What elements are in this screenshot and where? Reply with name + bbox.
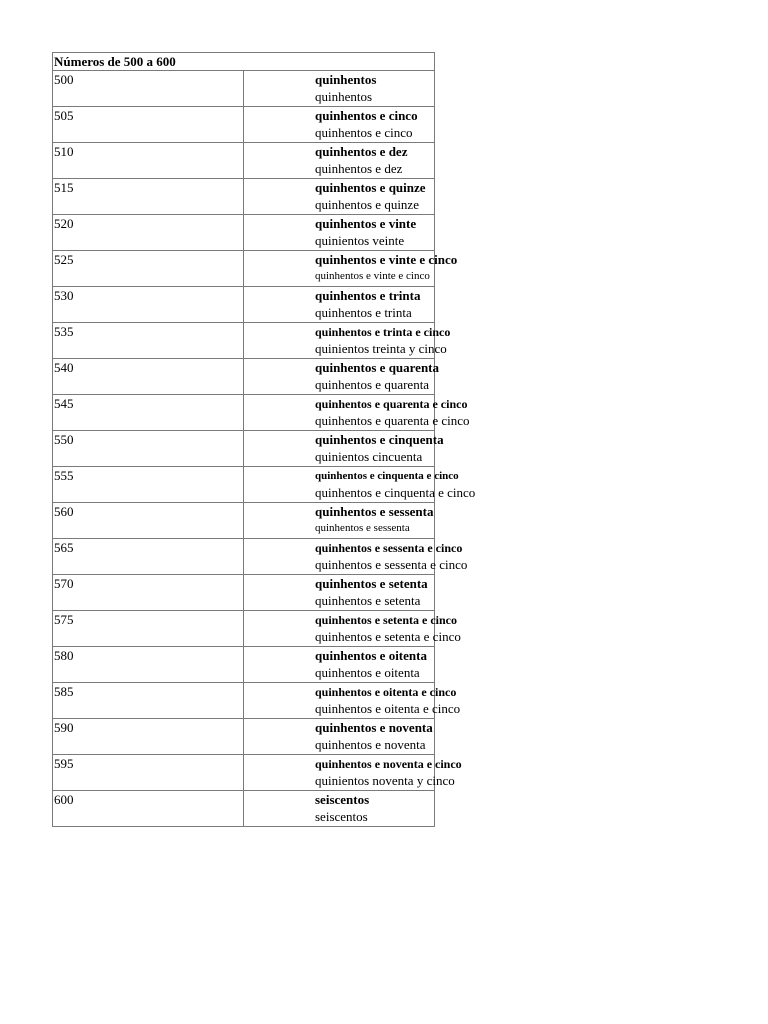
table-row xyxy=(53,755,435,791)
number-words: quinhentos e cinquenta e cinco xyxy=(315,470,459,482)
number-words: seiscentos xyxy=(315,792,370,807)
number-translation: quinhentos e oitenta e cinco xyxy=(315,701,461,716)
number-cell: 580 xyxy=(53,647,244,683)
number-words: quinhentos e vinte xyxy=(315,216,417,231)
table-row xyxy=(53,71,435,107)
number-translation: quinhentos e sessenta xyxy=(315,522,410,534)
number-words: quinhentos e cinco xyxy=(315,108,418,123)
number-translation: quinhentos e cinco xyxy=(315,125,413,140)
table-row xyxy=(53,791,435,827)
table-row xyxy=(53,323,435,359)
number-cell: 600 xyxy=(53,791,244,827)
number-words: quinhentos e quinze xyxy=(315,180,426,195)
number-translation: seiscentos xyxy=(315,809,368,824)
number-words: quinhentos e trinta e cinco xyxy=(315,325,451,339)
words-cell xyxy=(244,683,461,719)
number-cell: 545 xyxy=(53,395,244,431)
number-translation: quinhentos e oitenta xyxy=(315,665,420,680)
number-cell: 500 xyxy=(53,71,244,107)
number-words: quinhentos e cinquenta xyxy=(315,432,444,447)
number-translation: quinhentos xyxy=(315,89,373,104)
words-cell xyxy=(244,359,440,395)
words-cell xyxy=(244,323,451,359)
table-row xyxy=(53,251,435,287)
table-row xyxy=(53,179,435,215)
table-title: Números de 500 a 600 xyxy=(53,53,435,71)
number-cell: 585 xyxy=(53,683,244,719)
number-translation: quinhentos e trinta xyxy=(315,305,412,320)
words-cell xyxy=(244,647,435,683)
number-cell: 510 xyxy=(53,143,244,179)
number-translation: quinhentos e quarenta xyxy=(315,377,430,392)
table-row xyxy=(53,287,435,323)
number-translation: quinhentos e setenta e cinco xyxy=(315,629,461,644)
table-row xyxy=(53,431,435,467)
table-row xyxy=(53,215,435,251)
number-words: quinhentos e sessenta xyxy=(315,504,434,519)
table-row xyxy=(53,575,435,611)
number-cell: 540 xyxy=(53,359,244,395)
number-cell: 565 xyxy=(53,539,244,575)
number-cell: 555 xyxy=(53,467,244,503)
number-words: quinhentos e dez xyxy=(315,144,408,159)
number-words: quinhentos e trinta xyxy=(315,288,421,303)
table-row xyxy=(53,107,435,143)
number-words: quinhentos e setenta e cinco xyxy=(315,613,457,627)
number-translation: quinientos cincuenta xyxy=(315,449,423,464)
number-cell: 515 xyxy=(53,179,244,215)
number-cell: 520 xyxy=(53,215,244,251)
number-translation: quinhentos e quarenta e cinco xyxy=(315,413,470,428)
table-row xyxy=(53,467,435,503)
number-translation: quinhentos e sessenta e cinco xyxy=(315,557,468,572)
words-cell xyxy=(244,143,435,179)
words-cell xyxy=(244,395,470,431)
number-words: quinhentos e oitenta xyxy=(315,648,427,663)
words-cell xyxy=(244,71,435,107)
number-cell: 575 xyxy=(53,611,244,647)
words-cell xyxy=(244,791,435,827)
words-cell xyxy=(244,719,435,755)
number-cell: 560 xyxy=(53,503,244,539)
table-row xyxy=(53,611,435,647)
number-translation: quinientos noventa y cinco xyxy=(315,773,455,788)
words-cell xyxy=(244,179,435,215)
table-row xyxy=(53,503,435,539)
numbers-table xyxy=(52,52,476,827)
table-row xyxy=(53,647,435,683)
number-cell: 505 xyxy=(53,107,244,143)
words-cell xyxy=(244,539,468,575)
words-cell xyxy=(244,431,444,467)
words-cell xyxy=(244,503,435,539)
number-cell: 570 xyxy=(53,575,244,611)
number-translation: quinhentos e vinte e cinco xyxy=(315,270,430,282)
number-words: quinhentos e quarenta xyxy=(315,360,440,375)
number-translation: quinhentos e dez xyxy=(315,161,403,176)
number-translation: quinientos veinte xyxy=(315,233,405,248)
number-words: quinhentos e oitenta e cinco xyxy=(315,685,457,699)
words-cell xyxy=(244,107,435,143)
number-words: quinhentos e noventa e cinco xyxy=(315,757,462,771)
number-words: quinhentos e quarenta e cinco xyxy=(315,397,468,411)
number-words: quinhentos e vinte e cinco xyxy=(315,252,458,267)
number-cell: 530 xyxy=(53,287,244,323)
table-row xyxy=(53,683,435,719)
words-cell xyxy=(244,467,476,503)
table-row xyxy=(53,539,435,575)
number-translation: quinhentos e noventa xyxy=(315,737,426,752)
words-cell xyxy=(244,251,458,287)
number-words: quinhentos e sessenta e cinco xyxy=(315,541,463,555)
words-cell xyxy=(244,755,462,791)
table-title-row xyxy=(53,53,435,71)
number-translation: quinhentos e setenta xyxy=(315,593,421,608)
number-cell: 525 xyxy=(53,251,244,287)
numbers-table-body xyxy=(53,53,476,827)
words-cell xyxy=(244,611,461,647)
number-cell: 535 xyxy=(53,323,244,359)
number-words: quinhentos e noventa xyxy=(315,720,433,735)
words-cell xyxy=(244,287,435,323)
number-translation: quinientos treinta y cinco xyxy=(315,341,447,356)
table-row xyxy=(53,395,435,431)
table-row xyxy=(53,359,435,395)
words-cell xyxy=(244,575,435,611)
words-cell xyxy=(244,215,435,251)
number-words: quinhentos e setenta xyxy=(315,576,428,591)
number-words: quinhentos xyxy=(315,72,377,87)
number-cell: 590 xyxy=(53,719,244,755)
table-row xyxy=(53,719,435,755)
number-translation: quinhentos e cinquenta e cinco xyxy=(315,485,476,500)
number-cell: 550 xyxy=(53,431,244,467)
number-cell: 595 xyxy=(53,755,244,791)
table-row xyxy=(53,143,435,179)
number-translation: quinhentos e quinze xyxy=(315,197,419,212)
